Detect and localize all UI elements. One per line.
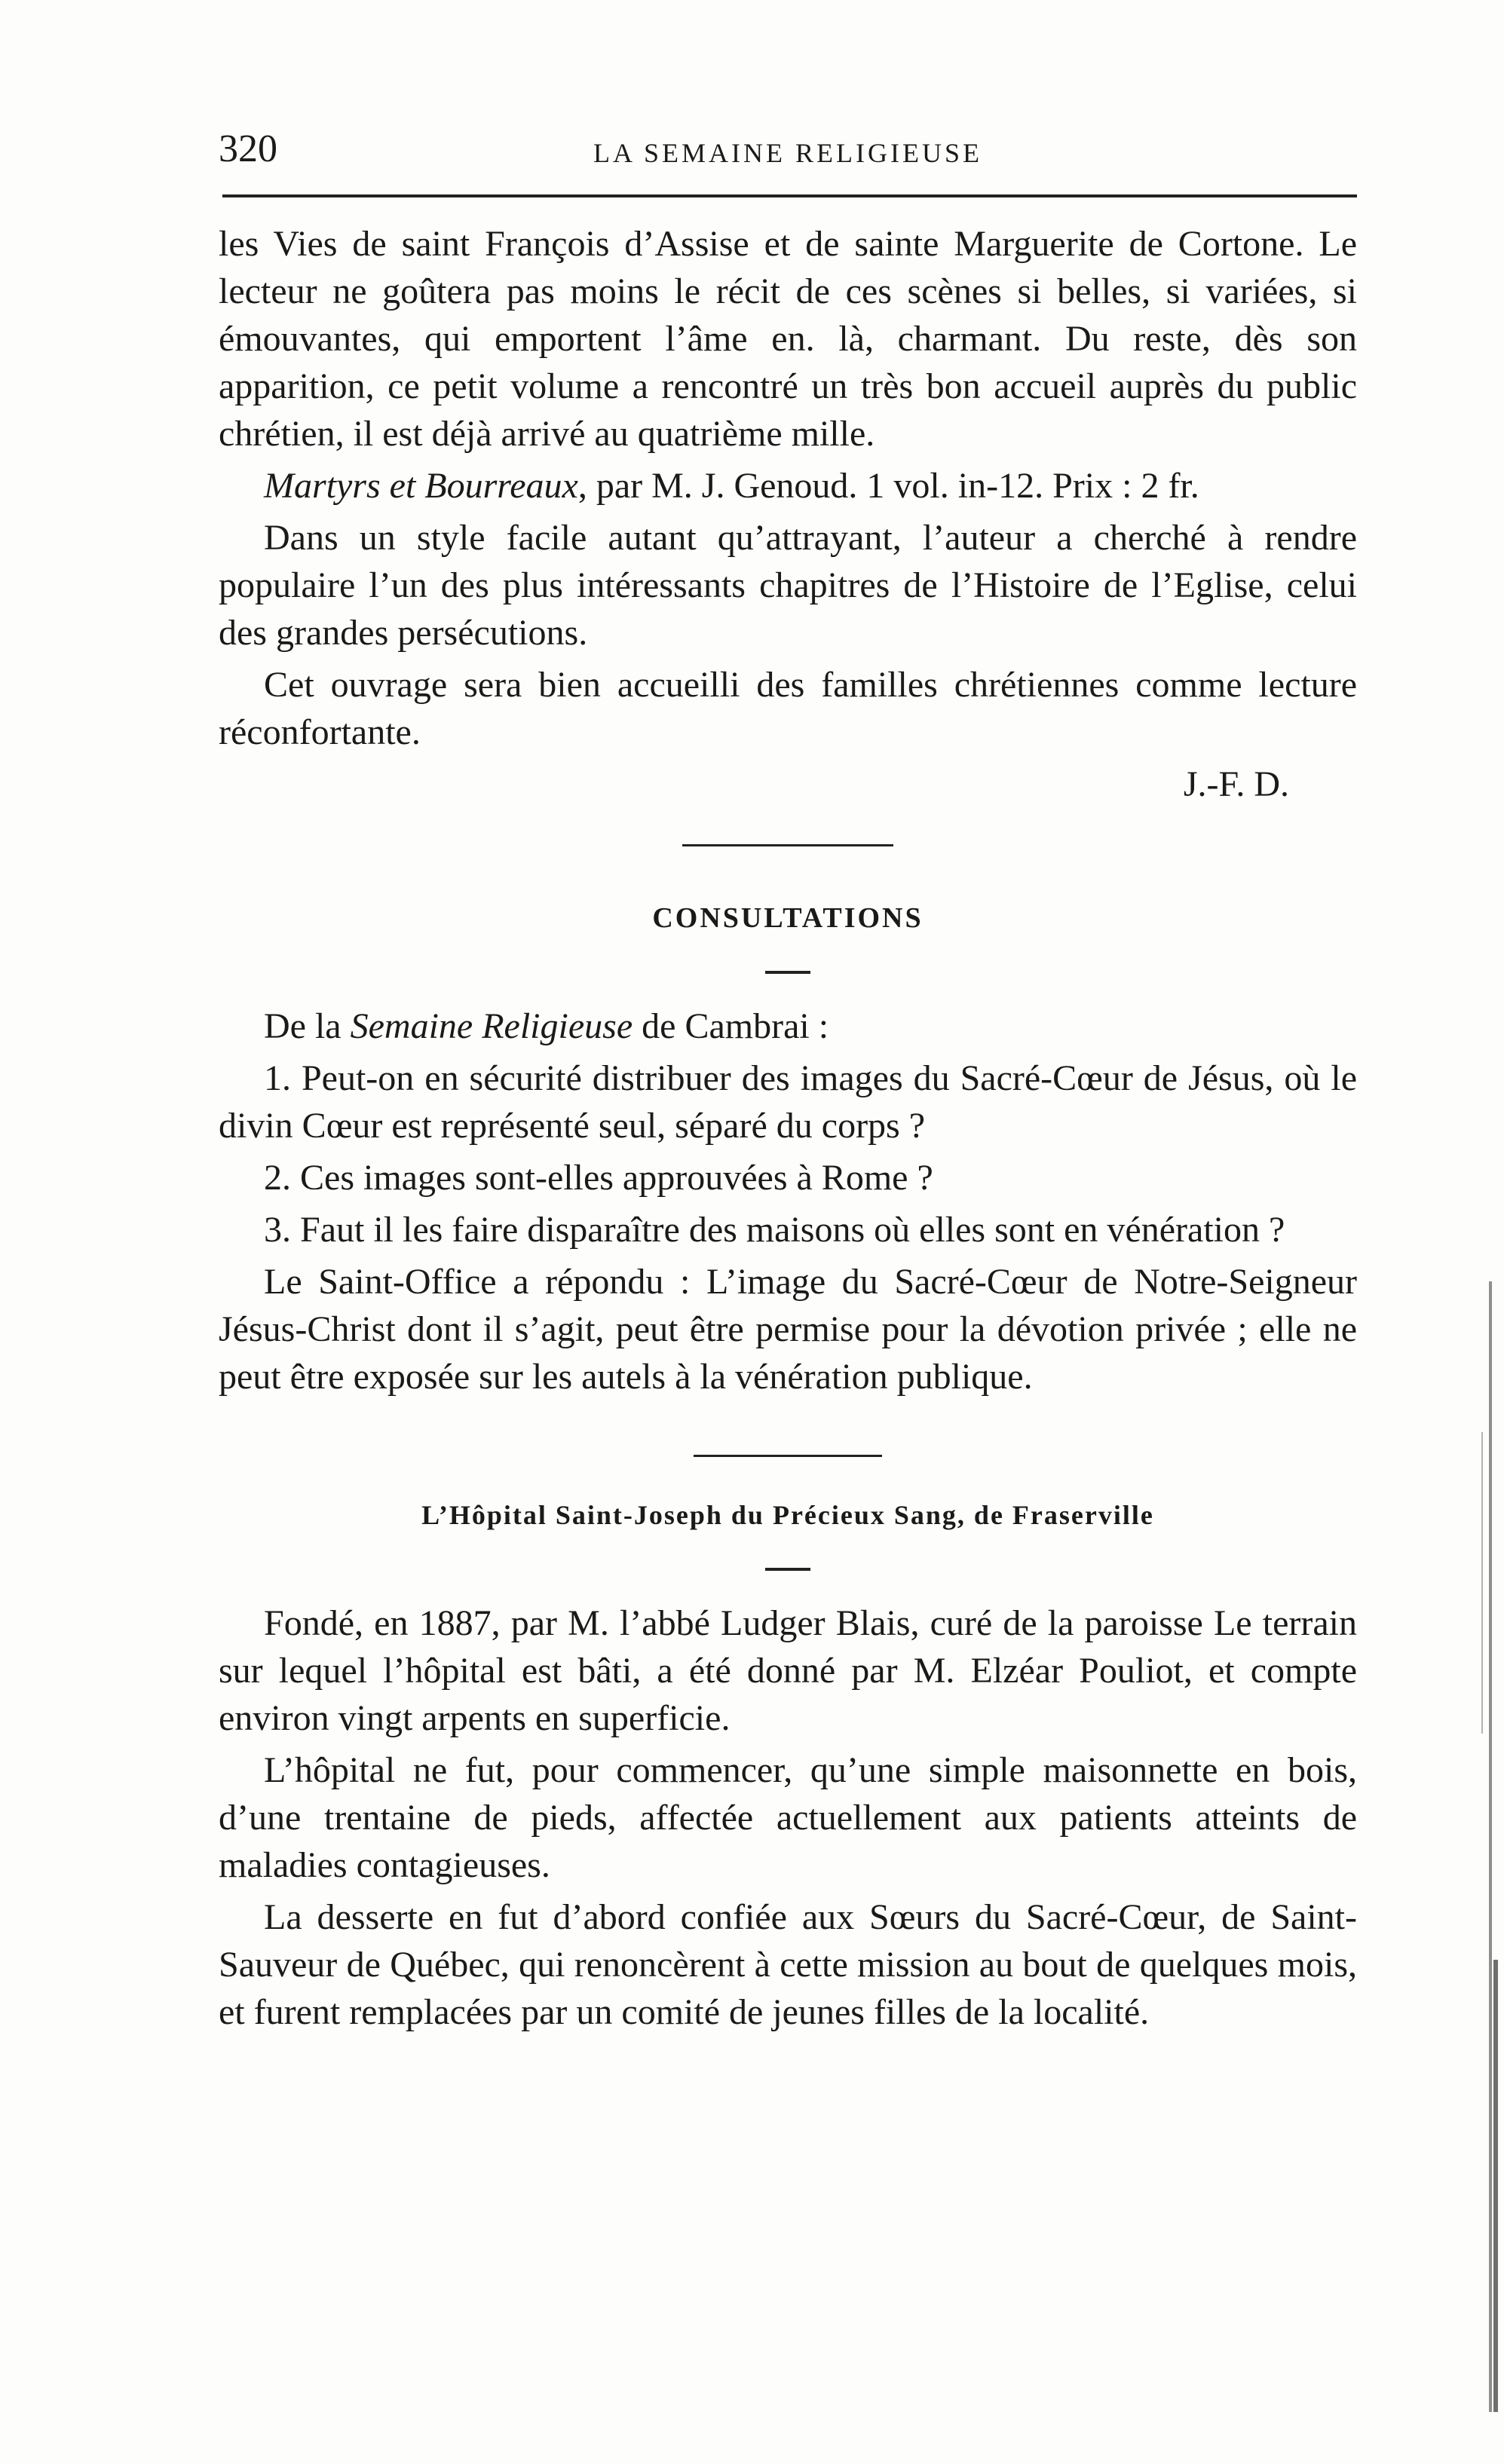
consultations-intro (219, 1002, 1357, 1050)
question-item: 3. Faut il les faire disparaître des maisons où elles sont en vénération ? (264, 1210, 1285, 1250)
question-item: 2. Ces images sont-elles approuvées à Rome ? (264, 1158, 933, 1198)
hospital-paragraph: L’hôpital ne fut, pour commencer, qu’une simple maisonnette en bois, d’une trentaine de pieds, affectée actuellement aux patients atteints de maladies contagieuses. (219, 1750, 1357, 1885)
review-paragraph: Dans un style facile autant qu’attrayant, l’auteur a cherché à rendre populaire l’un des plus intéressants chapitres de l’Histoire de l’Eglise, celui des grandes persécutions. (219, 518, 1357, 653)
intro-prefix: De la (264, 1006, 351, 1046)
author-signature: J.-F. D. (1183, 764, 1289, 804)
book-title: Martyrs et Bourreaux (264, 466, 578, 506)
book-info: , par M. J. Genoud. 1 vol. in-12. Prix : 2 fr. (577, 466, 1199, 506)
book-review (219, 220, 1357, 808)
question-item: 1. Peut-on en sécurité distribuer des images du Sacré-Cœur de Jésus, où le divin Cœur est représenté seul, séparé du corps ? (219, 1058, 1357, 1146)
review-paragraph: les Vies de saint François d’Assise et de sainte Marguerite de Cortone. Le lecteur ne goûtera pas moins le récit de ces scènes si belles, si variées, si émouvantes, qui emportent l’âme en. là, charmant. Du reste, dès son apparition, ce petit volume a rencontré un très bon accueil auprès du public chrétien, il est déjà arrivé au quatrième mille. (219, 224, 1357, 454)
section-divider (682, 844, 893, 846)
section-title: CONSULTATIONS (652, 902, 924, 934)
section-divider (694, 1455, 882, 1457)
page-number: 320 (219, 127, 277, 170)
intro-suffix: de Cambrai : (633, 1006, 829, 1046)
scan-edge-marks (1451, 0, 1504, 2464)
page-body (219, 220, 1357, 2040)
header-rule (222, 194, 1357, 197)
intro-italic: Semaine Religieuse (350, 1006, 633, 1046)
title-dash (765, 971, 810, 974)
title-dash (765, 1568, 810, 1571)
book-citation (219, 462, 1357, 510)
hospital-paragraph: Fondé, en 1887, par M. l’abbé Ludger Blais, curé de la paroisse Le terrain sur lequel l’hôpital est bâti, a été donné par M. Elzéar Pouliot, et compte environ vingt arpents en superficie. (219, 1603, 1357, 1738)
answer-paragraph: Le Saint-Office a répondu : L’image du Sacré-Cœur de Notre-Seigneur Jésus-Christ dont il s’agit, peut être permise pour la dévotion privée ; elle ne peut être exposée sur les autels à la vénération publique. (219, 1262, 1357, 1397)
hospital-paragraph: La desserte en fut d’abord confiée aux Sœurs du Sacré-Cœur, de Saint-Sauveur de Québec, qui renoncèrent à cette mission au bout de quelques mois, et furent remplacées par un comité de jeunes filles de la localité. (219, 1897, 1357, 2032)
review-paragraph: Cet ouvrage sera bien accueilli des familles chrétiennes comme lecture réconfortante. (219, 665, 1357, 752)
hospital-section (219, 1492, 1357, 2036)
page-header (219, 127, 1357, 179)
consultations-section (219, 895, 1357, 1400)
running-title: LA SEMAINE RELIGIEUSE (593, 138, 982, 168)
section-title: L’Hôpital Saint-Joseph du Précieux Sang, de Fraserville (421, 1500, 1154, 1530)
